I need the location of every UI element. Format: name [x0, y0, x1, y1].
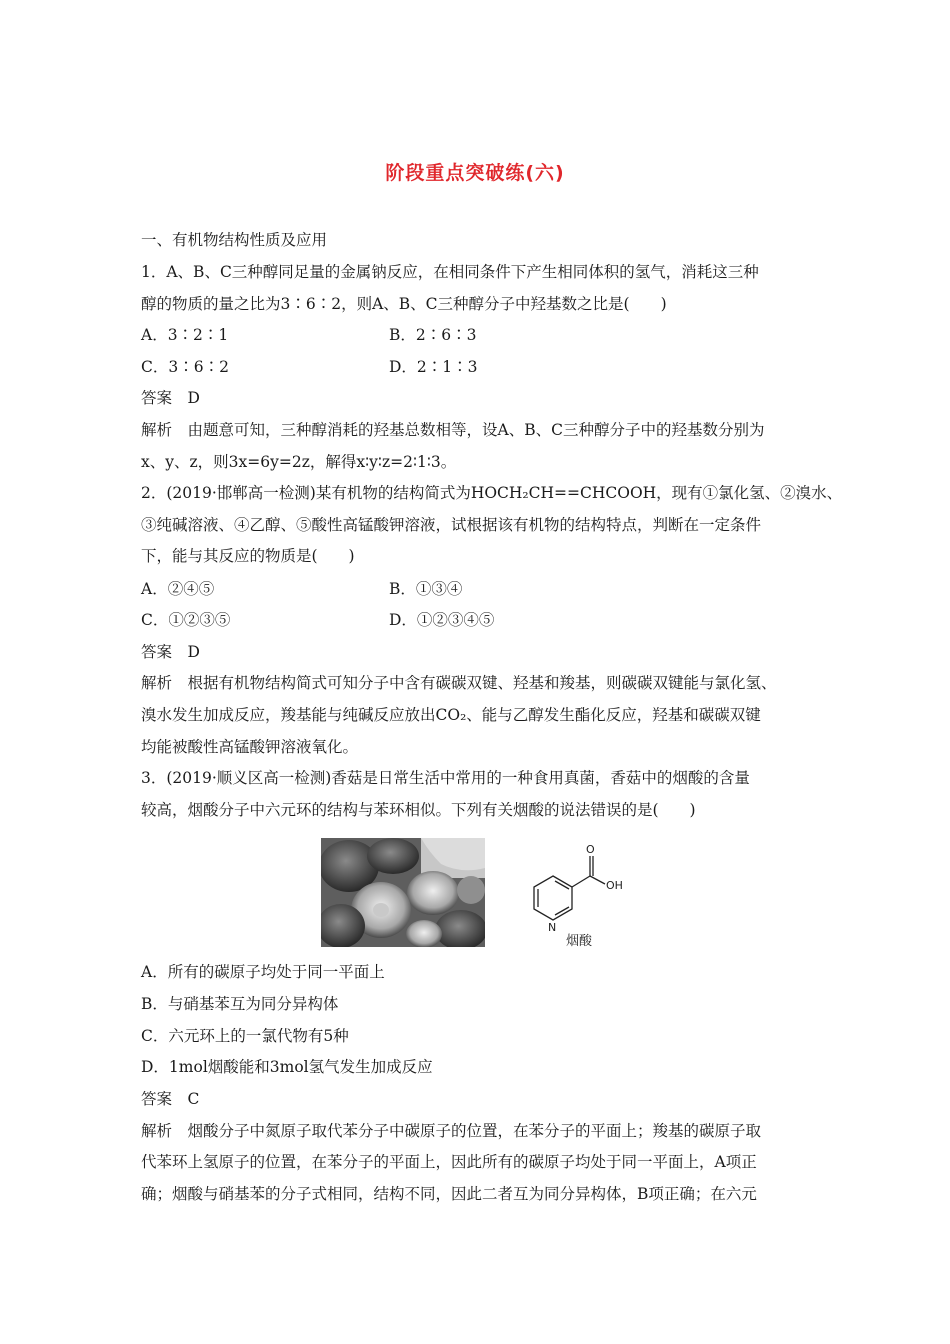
q1-stem-line2: 醇的物质的量之比为3∶6∶2，则A、B、C三种醇分子中羟基数之比是( ) — [141, 295, 667, 313]
q3-option-a: A．所有的碳原子均处于同一平面上 — [141, 963, 385, 981]
q2-stem-line3: 下，能与其反应的物质是( ) — [141, 547, 355, 565]
q2-option-b: B．①③④ — [389, 580, 463, 598]
q3-option-c: C．六元环上的一氯代物有5种 — [141, 1027, 349, 1045]
q1-analysis-line2: x、y、z，则3x=6y=2z，解得x∶y∶z=2∶1∶3。 — [141, 453, 457, 471]
q2-analysis-line1: 解析 根据有机物结构简式可知分子中含有碳碳双键、羟基和羧基，则碳碳双键能与氯化氢、 — [141, 674, 777, 692]
structure-caption: 烟酸 — [566, 934, 593, 949]
q2-answer: 答案 D — [141, 643, 200, 661]
q1-option-d: D．2∶1∶3 — [389, 358, 478, 376]
q1-option-b: B．2∶6∶3 — [389, 326, 477, 344]
q2-analysis-line3: 均能被酸性高锰酸钾溶液氧化。 — [141, 738, 359, 756]
q2-analysis-line2: 溴水发生加成反应，羧基能与纯碱反应放出CO₂、能与乙醇发生酯化反应，羟基和碳碳双键 — [141, 706, 761, 724]
q3-answer: 答案 C — [141, 1090, 200, 1108]
q1-option-a: A．3∶2∶1 — [141, 326, 229, 344]
q2-option-d: D．①②③④⑤ — [389, 611, 495, 629]
q1-stem-line1: 1．A、B、C三种醇同足量的金属钠反应，在相同条件下产生相同体积的氢气，消耗这三种 — [141, 263, 759, 281]
q3-analysis-line1: 解析 烟酸分子中氮原子取代苯分子中碳原子的位置，在苯分子的平面上；羧基的碳原子取 — [141, 1122, 762, 1140]
q3-stem-line1: 3．(2019·顺义区高一检测)香菇是日常生活中常用的一种食用真菌，香菇中的烟酸的含量 — [141, 769, 750, 787]
q2-option-c: C．①②③⑤ — [141, 611, 231, 629]
q1-answer: 答案 D — [141, 389, 200, 407]
struct-hydroxyl-label: OH — [606, 879, 623, 892]
q2-stem-line1: 2．(2019·邯郸高一检测)某有机物的结构简式为HOCH₂CH==CHCOOH，现有①氯化氢、②溴水、 — [141, 484, 843, 502]
q2-option-a: A．②④⑤ — [141, 580, 215, 598]
section-heading: 一、有机物结构性质及应用 — [141, 231, 328, 249]
mushroom-photo — [321, 838, 485, 947]
struct-oxygen-label: O — [586, 843, 595, 856]
page-title: 阶段重点突破练(六) — [385, 162, 565, 184]
q3-stem-line2: 较高，烟酸分子中六元环的结构与苯环相似。下列有关烟酸的说法错误的是( ) — [141, 801, 696, 819]
q2-stem-line2: ③纯碱溶液、④乙醇、⑤酸性高锰酸钾溶液，试根据该有机物的结构特点，判断在一定条件 — [141, 516, 762, 534]
q3-option-b: B．与硝基苯互为同分异构体 — [141, 995, 339, 1013]
q3-analysis-line2: 代苯环上氢原子的位置，在苯分子的平面上，因此所有的碳原子均处于同一平面上，A项正 — [141, 1153, 757, 1171]
struct-nitrogen-label: N — [548, 921, 557, 934]
q3-option-d: D．1mol烟酸能和3mol氢气发生加成反应 — [141, 1058, 433, 1076]
q3-analysis-line3: 确；烟酸与硝基苯的分子式相同，结构不同，因此二者互为同分异构体，B项正确；在六元 — [141, 1185, 757, 1203]
q1-analysis-line1: 解析 由题意可知，三种醇消耗的羟基总数相等，设A、B、C三种醇分子中的羟基数分别为 — [141, 421, 765, 439]
q1-option-c: C．3∶6∶2 — [141, 358, 229, 376]
